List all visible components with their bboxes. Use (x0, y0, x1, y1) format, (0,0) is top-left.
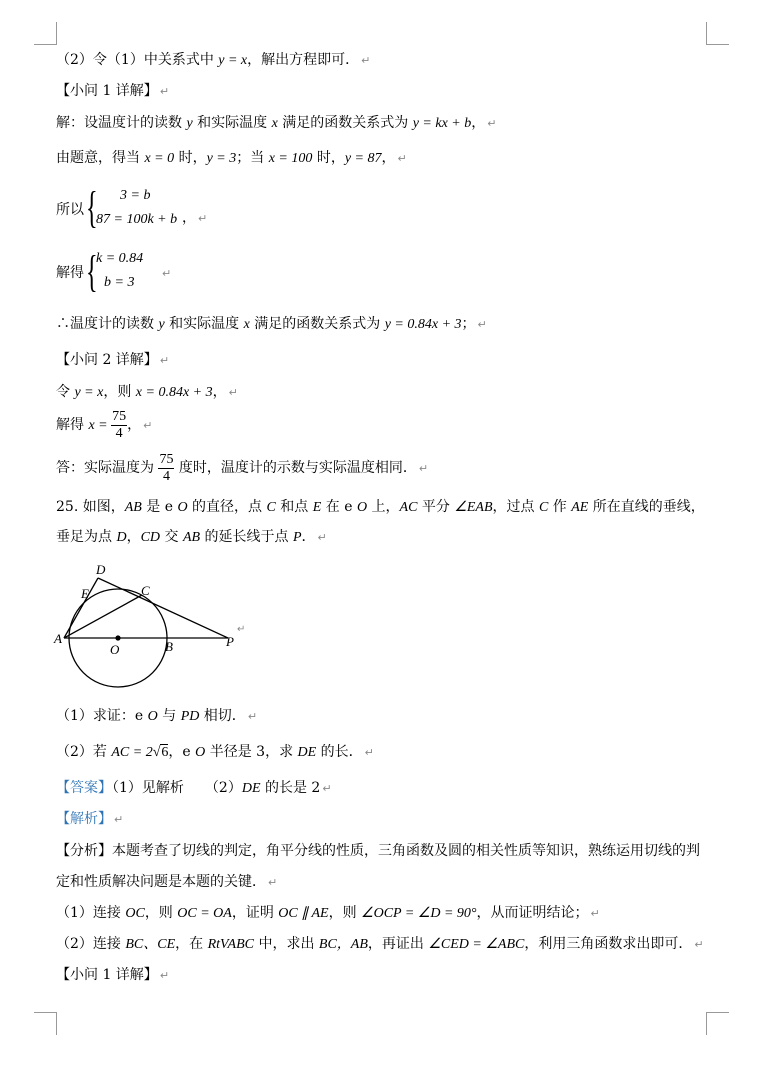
analysis-line-1: 【分析】本题考查了切线的判定，角平分线的性质，三角函数及圆的相关性质等知识，熟练运用切线的判 (56, 843, 700, 859)
text-line-setup: 解：设温度计的读数 y 和实际温度 x 满足的函数关系式为 y = kx + b， ↵ (56, 115, 497, 131)
label-a: A (54, 631, 62, 646)
solution-step-2: （2）连接 BC、CE，在 RtVABC 中，求出 BC，AB，再证出 ∠CED = ∠ABC，利用三角函数求出即可． ↵ (56, 936, 704, 952)
section-heading-q1: 【小问 1 详解】 ↵ (56, 83, 170, 99)
part-1-prompt: （1）求证：e O 与 PD 相切． ↵ (56, 708, 258, 724)
text-line-conditions: 由题意，得当 x = 0 时，y = 3；当 x = 100 时，y = 87， ↵ (56, 150, 407, 166)
center-point-o (115, 635, 120, 640)
label-e: E (81, 586, 89, 601)
corner-mark-bottom-right (706, 1012, 729, 1035)
text-line-hint: （2）令（1）中关系式中 y = x，解出方程即可． ↵ (56, 52, 371, 68)
answer-line: 【答案】（1）见解析 （2）DE 的长是 2 ↵ (56, 780, 332, 796)
section-heading-q2: 【小问 2 详解】 ↵ (56, 352, 170, 368)
question-25-line-2: 垂足为点 D，CD 交 AB 的延长线于点 P． ↵ (56, 529, 327, 545)
solution-step-1: （1）连接 OC，则 OC = OA，证明 OC ∥ AE，则 ∠OCP = ∠D = 90°，从而证明结论； ↵ (56, 905, 600, 921)
corner-mark-bottom-left (34, 1012, 57, 1035)
text-line-let: 令 y = x，则 x = 0.84x + 3， ↵ (56, 384, 238, 400)
label-b: B (165, 639, 173, 654)
label-p: P (226, 634, 234, 649)
label-o: O (110, 642, 120, 657)
section-heading-q1-detail: 【小问 1 详解】 ↵ (56, 967, 170, 983)
label-d: D (96, 562, 106, 577)
analysis-line-2: 定和性质解决问题是本题的关键． ↵ (56, 874, 278, 890)
part-2-prompt: （2）若 AC = 2√6，e O 半径是 3，求 DE 的长． ↵ (56, 744, 374, 760)
svg-text:↵: ↵ (237, 624, 246, 635)
text-line-solve: 解得 x = $\frac{75}{4}$ ， ↵ (56, 408, 153, 441)
analysis-heading: 【解析】 ↵ (56, 811, 124, 827)
question-25-line-1: 25. 如图，AB 是 e O 的直径，点 C 和点 E 在 e O 上，AC 平分 ∠EAB，过点 C 作 AE 所在直线的垂线， (56, 499, 705, 515)
text-line-answer: 答：实际温度为 $\frac{75}{4}$ 度时，温度计的示数与实际温度相同． ↵ (56, 451, 429, 484)
geometry-figure (52, 558, 252, 698)
corner-mark-top-right (706, 22, 729, 45)
text-line-result: ∴温度计的读数 y 和实际温度 x 满足的函数关系式为 y = 0.84x + 3； ↵ (56, 316, 487, 332)
corner-mark-top-left (34, 22, 57, 45)
label-c: C (141, 583, 150, 598)
